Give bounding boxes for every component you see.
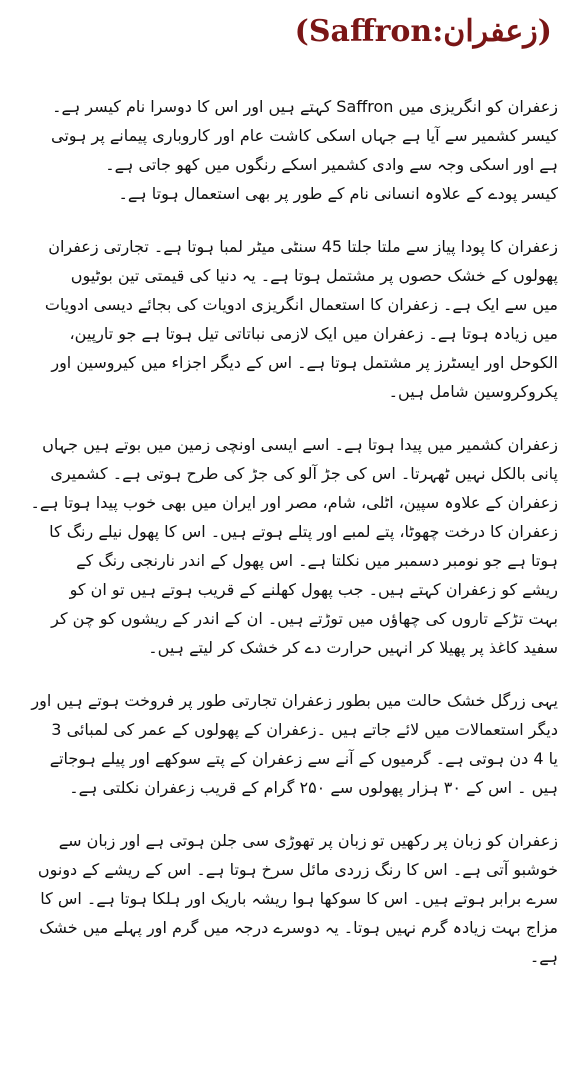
text-line: زعفران کو انگریزی میں Saffron کہتے ہیں اور اس کا دوسرا نام کیسر ہے۔ [52,97,558,116]
text-line: کیسر پودے کے علاوہ انسانی نام کے طور پر بھی استعمال ہوتا ہے۔ [118,184,558,203]
text-line: دیگر استعمالات میں لائے جاتے ہیں ۔زعفران کے پھولوں کے عمر کی لمبائی 3 [51,720,558,739]
text-line: کیسر کشمیر سے آیا ہے جہاں اسکی کاشت عام اور کاروباری پیمانے پر ہوتی [51,126,558,145]
text-line: بہت تڑکے تاروں کی چھاؤں میں توڑتے ہیں۔ ان کے اندر کے ریشوں کو چن کر [51,609,558,628]
paragraph-3 [8,430,560,662]
text-line: یہی زرگل خشک حالت میں بطور زعفران تجارتی طور پر فروخت ہوتے ہیں اور [31,691,558,710]
paragraph-4 [8,686,560,802]
text-line: زعفران کشمیر میں پیدا ہوتا ہے۔ اسے ایسی اونچی زمین میں بوتے ہیں جہاں [42,435,558,454]
paragraph-5 [8,826,560,971]
text-line: مزاج بہت زیادہ گرم نہیں ہوتا۔ یہ دوسرے درجہ میں گرم اور پہلے میں خشک [39,918,558,937]
text-line: میں زیادہ ہوتا ہے۔ زعفران میں ایک لازمی نباتاتی تیل ہوتا ہے جو تارپین، [69,324,558,343]
paragraph-2 [8,232,560,406]
article-body [8,92,560,971]
text-line: ہے اور اسکی وجہ سے وادی کشمیر اسکے رنگوں میں کھو جاتی ہے۔ [105,155,558,174]
text-line: ریشے کو زعفران کہتے ہیں۔ جب پھول کھلنے کے قریب ہوتے ہیں تو ان کو [69,580,558,599]
text-line: پانی بالکل نہیں ٹھہرتا۔ اس کی جڑ آلو کی جڑ کی طرح ہوتی ہے۔ کشمیری [50,464,558,483]
text-line: سفید کاغذ پر پھیلا کر انہیں حرارت دے کر خشک کر لیتے ہیں۔ [148,638,558,657]
text-line: پکروکروسین شامل ہیں۔ [388,382,558,401]
text-line: سرے برابر ہوتے ہیں۔ اس کا سوکھا ہوا ریشہ باریک اور ہلکا ہوتا ہے۔ اس کا [40,889,558,908]
text-line: ہیں ۔ اس کے ۳۰ ہزار پھولوں سے ۲۵۰ گرام کے قریب زعفران نکلتی ہے۔ [69,778,558,797]
page-title: (زعفران:Saffron) [294,14,552,49]
text-line: زعفران کو زبان پر رکھیں تو زبان پر تھوڑی سی جلن ہوتی ہے اور زبان سے [58,831,558,850]
paragraph-1 [8,92,560,208]
text-line: یا 4 دن ہوتی ہے۔ گرمیوں کے آنے سے زعفران کے پتے سوکھے اور پیلے ہوجاتے [49,749,558,768]
text-line: پھولوں کے خشک حصوں پر مشتمل ہوتا ہے۔ یہ دنیا کی قیمتی تین بوٹیوں [70,266,558,285]
text-line: زعفران کا پودا پیاز سے ملتا جلتا 45 سنٹی میٹر لمبا ہوتا ہے۔ تجارتی زعفران [48,237,558,256]
text-line: ہے۔ [529,947,558,966]
text-line: خوشبو آتی ہے۔ اس کا رنگ زردی مائل سرخ ہوتا ہے۔ اس کے ریشے کے دونوں [37,860,558,879]
text-line: الکوحل اور ایسٹرز پر مشتمل ہوتا ہے۔ اس کے دیگر اجزاء میں کیروسین اور [51,353,558,372]
text-line: ہوتا ہے جو نومبر دسمبر میں نکلتا ہے۔ اس پھول کے اندر نارنجی رنگ کے [76,551,558,570]
text-line: میں سے ایک ہے۔ زعفران کا استعمال انگریزی ادویات کی بجائے دیسی ادویات [44,295,558,314]
text-line: زعفران کے علاوہ سپین، اٹلی، شام، مصر اور ایران میں بھی خوب پیدا ہوتا ہے۔ [30,493,558,512]
text-line: زعفران کا درخت چھوٹا، پتے لمبے اور پتلے ہوتے ہیں۔ اس کا پھول نیلے رنگ کا [49,522,558,541]
